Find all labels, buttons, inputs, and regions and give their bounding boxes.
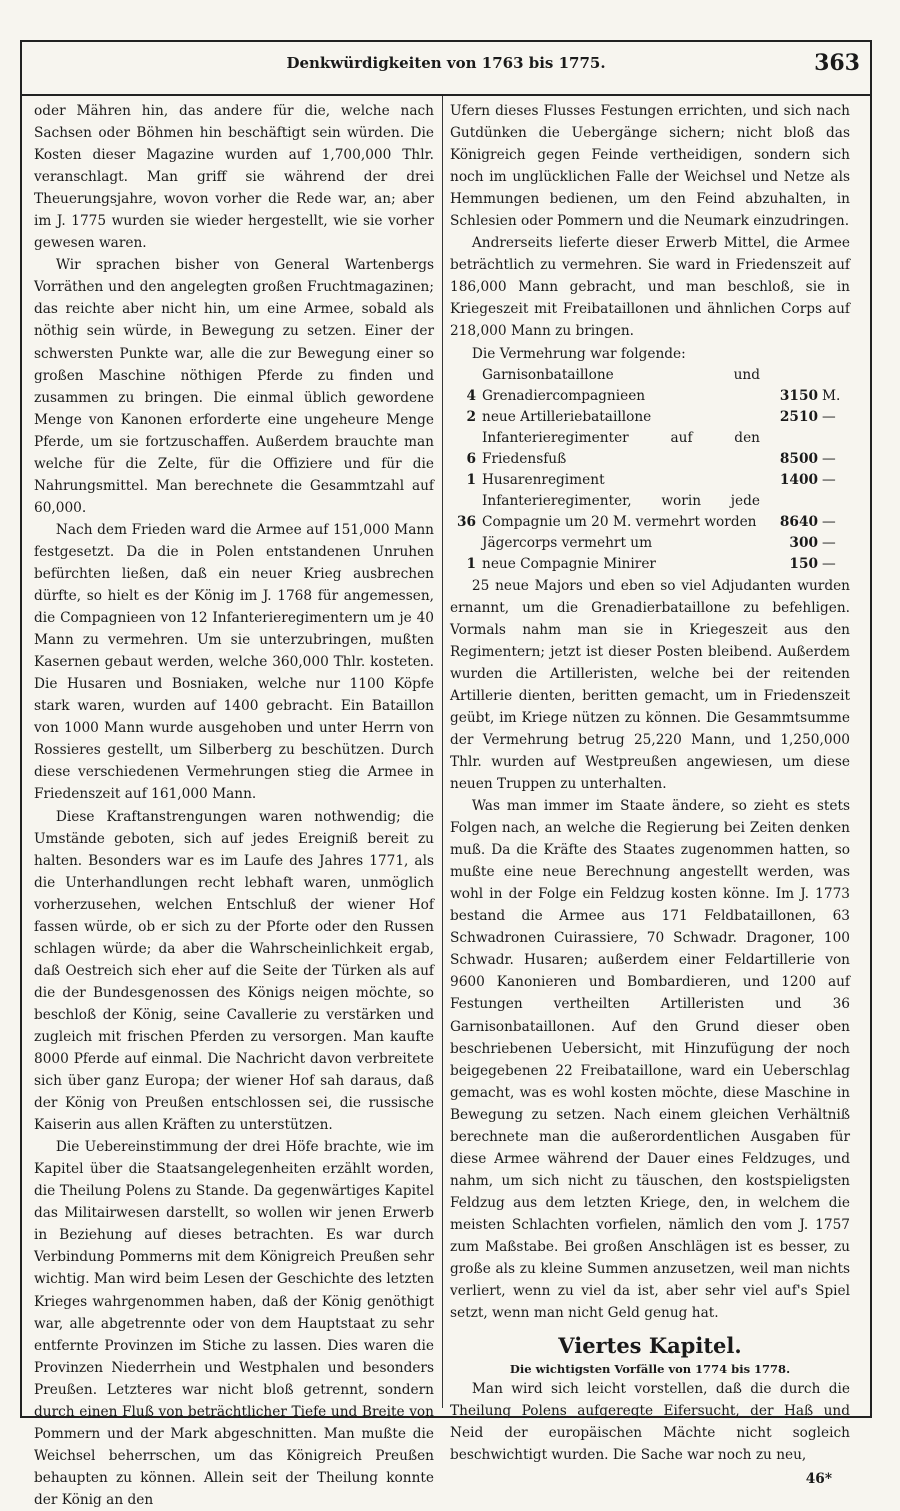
left-column: [34, 100, 434, 1511]
table-cell-value: 300: [789, 534, 818, 551]
table-cell-unit: —: [822, 534, 836, 551]
table-row: [450, 533, 850, 554]
table-cell-value: 8500: [779, 450, 818, 467]
paragraph: Man wird sich leicht vorstellen, daß die durch die Theilung Polens aufgeregte Eifersucht, der Haß und Neid der europäischen Mächte nicht sogleich beschwichtigt wurden. Die Sache war noch zu neu,: [450, 1381, 850, 1464]
table-cell-value: 3150: [779, 387, 818, 404]
table-cell-num: [450, 533, 482, 554]
running-header: [22, 48, 870, 78]
table-cell-num: 4: [466, 387, 476, 404]
paragraph: 25 neue Majors und eben so viel Adjudanten wurden ernannt, um die Grenadierbataillone zu befehligen. Vormals nahm man sie in Kriegeszeit aus den Regimentern; jetzt ist dieser Posten bleibend. Außerdem wurden die Artilleristen, welche bei der reitenden Artillerie dienten, beritten gemacht, um in Friedenszeit geübt, im Kriege nützen zu können. Die Gesammtsumme der Vermehrung betrug 25,220 Mann, und 1,250,000 Thlr. wurden auf Westpreußen angewiesen, um diese neuen Truppen zu unterhalten.: [450, 577, 850, 792]
table-cell-text: Infanterieregimenter, worin jede Compagnie um 20 M. vermehrt worden: [482, 492, 760, 530]
table-row: [450, 428, 850, 470]
chapter-subtitle: Die wichtigsten Vorfälle von 1774 bis 1778.: [509, 1362, 791, 1377]
table-cell-text: neue Artilleriebataillone: [482, 408, 652, 425]
table-row: [450, 470, 850, 491]
table-row: [450, 365, 850, 407]
paragraph: Die Uebereinstimmung der drei Höfe brachte, wie im Kapitel über die Staatsangelegenheiten erzählt worden, die Theilung Polens zu Stande. Da gegenwärtiges Kapitel das Militairwesen darstellt, so wollen wir jenen Erwerb in Beziehung auf dieses betrachten. Es war durch Verbindung Pommerns mit dem Königreich Preußen sehr wichtig. Man wird beim Lesen der Geschichte des letzten Krieges wahrgenommen haben, daß der König genöthigt war, alle abgetrennte oder von dem Hauptstaat zu sehr entfernte Provinzen im Stiche zu lassen. Dies waren die Provinzen Niederrhein und Westphalen und besonders Preußen. Letzteres war nicht bloß getrennt, sondern durch einen Fluß von beträchtlicher Tiefe und Breite von Pommern und der Mark abgeschnitten. Man mußte die Weichsel beherrschen, um das Königreich Preußen behaupten zu können. Allein seit der Theilung konnte der König an den: [34, 1139, 435, 1508]
augmentation-table: [450, 365, 850, 575]
paragraph: Ufern dieses Flusses Festungen errichten, und sich nach Gutdünken die Uebergänge sichern; nicht bloß das Königreich gegen Feinde vertheidigen, sondern sich noch im unglücklichen Falle der Weichsel und Netze als Hemmungen bedienen, um den Feind abzuhalten, in Schlesien oder Pommern und die Neumark einzudringen.: [450, 103, 850, 230]
table-cell-text: neue Compagnie Minirer: [482, 555, 656, 572]
table-cell-num: 2: [466, 408, 476, 425]
paragraph: oder Mähren hin, das andere für die, welche nach Sachsen oder Böhmen hin beschäftigt sein würden. Die Kosten dieser Magazine wurden auf 1,700,000 Thlr. veranschlagt. Man griff sie während der drei Theuerungsjahre, wovon vorher die Rede war, an; aber im J. 1775 wurden sie wieder hergestellt, wie sie vorher gewesen waren.: [34, 103, 434, 252]
paragraph: Nach dem Frieden ward die Armee auf 151,000 Mann festgesetzt. Da die in Polen entstandenen Unruhen befürchten ließen, daß ein neuer Krieg ausbrechen dürfte, so hielt es der König im J. 1768 für angemessen, die Compagnieen von 12 Infanterieregimentern um je 40 Mann zu vermehren. Um sie unterzubringen, mußten Kasernen gebaut werden, welche 360,000 Thlr. kosteten. Die Husaren und Bosniaken, welche nur 1100 Köpfe stark waren, wurden auf 1400 gebracht. Ein Bataillon von 1000 Mann wurde ausgehoben und unter Herrn von Rossieres gestellt, um Silberberg zu beschützen. Durch diese verschiedenen Vermehrungen stieg die Armee in Friedenszeit auf 161,000 Mann.: [34, 521, 434, 803]
table-cell-text: Garnisonbataillone und Grenadiercompagnieen: [482, 366, 760, 404]
table-cell-unit: —: [822, 555, 836, 572]
table-cell-value: 150: [789, 555, 818, 572]
table-cell-unit: —: [822, 450, 836, 467]
chapter-title: Viertes Kapitel.: [558, 1333, 742, 1359]
table-cell-num: 6: [466, 450, 476, 467]
running-title: Denkwürdigkeiten von 1763 bis 1775.: [286, 54, 606, 72]
table-row: [450, 407, 850, 428]
table-row: [450, 554, 850, 575]
paragraph: Die Vermehrung war folgende:: [471, 345, 686, 362]
table-cell-num: 36: [456, 513, 476, 530]
table-cell-value: 8640: [779, 513, 818, 530]
table-cell-num: 1: [466, 471, 476, 488]
table-cell-unit: M.: [822, 387, 841, 404]
table-cell-num: 1: [466, 555, 476, 572]
paragraph: Was man immer im Staate ändere, so zieht es stets Folgen nach, an welche die Regierung bei Zeiten denken muß. Da die Kräfte des Staates zugenommen hatten, so mußte eine neue Berechnung angestellt werden, was wohl in der Folge ein Feldzug kosten könne. Im J. 1773 bestand die Armee aus 171 Feldbataillonen, 63 Schwadronen Cuirassiere, 70 Schwadr. Dragoner, 100 Schwadr. Husaren; außerdem einer Feldartillerie von 9600 Kanonieren und Bombardieren, und 1200 auf Festungen vertheilten Artilleristen und 36 Garnisonbataillonen. Auf den Grund dieser oben beschriebenen Uebersicht, mit Hinzufügung der noch beigegebenen 22 Freibataillone, ward ein Ueberschlag gemacht, was es wohl kosten möchte, diese Maschine in Bewegung zu setzen. Nach einem gleichen Verhältniß berechnete man die außerordentlichen Ausgaben für diese Armee während der Dauer eines Feldzuges, und nahm, um sich nicht zu täuschen, den kostspieligsten Feldzug aus dem letzten Kriege, den, in welchem die meisten Schlachten vorfielen, nämlich den vom J. 1757 zum Maßstabe. Bei großen Anschlägen ist es besser, zu große als zu kleine Summen anzusetzen, weil man nichts verliert, wenn zu viel da ist, aber sehr viel auf's Spiel setzt, wenn man nicht Geld genug hat.: [450, 798, 850, 1322]
signature-mark: 46*: [805, 1471, 832, 1488]
table-cell-value: 2510: [779, 408, 818, 425]
right-column: [450, 100, 850, 1490]
page-number: 363: [814, 50, 860, 76]
table-cell-value: 1400: [779, 471, 818, 488]
page-frame: [20, 40, 872, 1508]
table-cell-text: Infanterieregimenter auf den Friedensfuß: [482, 429, 760, 467]
table-cell-unit: —: [822, 471, 836, 488]
table-row: [450, 491, 850, 533]
header-rule: [22, 94, 870, 96]
column-divider: [442, 96, 443, 1408]
paragraph: Andrerseits lieferte dieser Erwerb Mittel, die Armee beträchtlich zu vermehren. Sie ward in Friedenszeit auf 186,000 Mann gebracht, und man beschloß, sie in Kriegeszeit mit Freibataillonen und ähnlichen Corps auf 218,000 Mann zu bringen.: [450, 235, 850, 340]
table-cell-unit: —: [822, 408, 836, 425]
table-cell-unit: —: [822, 513, 836, 530]
table-cell-text: Jägercorps vermehrt um: [482, 534, 653, 551]
table-cell-text: Husarenregiment: [482, 471, 605, 488]
paragraph: Diese Kraftanstrengungen waren nothwendig; die Umstände geboten, sich auf jedes Ereigniß bereit zu halten. Besonders war es im Laufe des Jahres 1771, als die Unterhandlungen recht lebhaft waren, unmöglich vorherzusehen, welchen Entschluß der wiener Hof fassen würde, ob er sich zu der Pforte oder den Russen schlagen würde; da aber die Wahrscheinlichkeit ergab, daß Oestreich sich eher auf die Seite der Türken als auf die der Bundesgenossen des Königs neigen möchte, so beschloß der König, seine Cavallerie zu verstärken und zugleich mit frischen Pferden zu versorgen. Man kaufte 8000 Pferde auf einmal. Die Nachricht davon verbreitete sich über ganz Europa; der wiener Hof sah daraus, daß der König von Preußen entschlossen sei, die russische Kaiserin aus allen Kräften zu unterstützen.: [34, 808, 434, 1134]
paragraph: Wir sprachen bisher von General Wartenbergs Vorräthen und den angelegten großen Fruchtmagazinen; das reichte aber nicht hin, um eine Armee, sobald als nöthig sein würde, in Bewegung zu setzen. Einer der schwersten Punkte war, alle die zur Bewegung einer so großen Maschine nöthigen Pferde zu finden und zusammen zu bringen. Die einmal üblich gewordene Menge von Kanonen erforderte eine ungeheure Menge Pferde, um sie fortzuschaffen. Außerdem brauchte man welche für die Zelte, für die Offiziere und für die Nahrungsmittel. Man berechnete die Gesammtzahl auf 60,000.: [34, 257, 434, 516]
